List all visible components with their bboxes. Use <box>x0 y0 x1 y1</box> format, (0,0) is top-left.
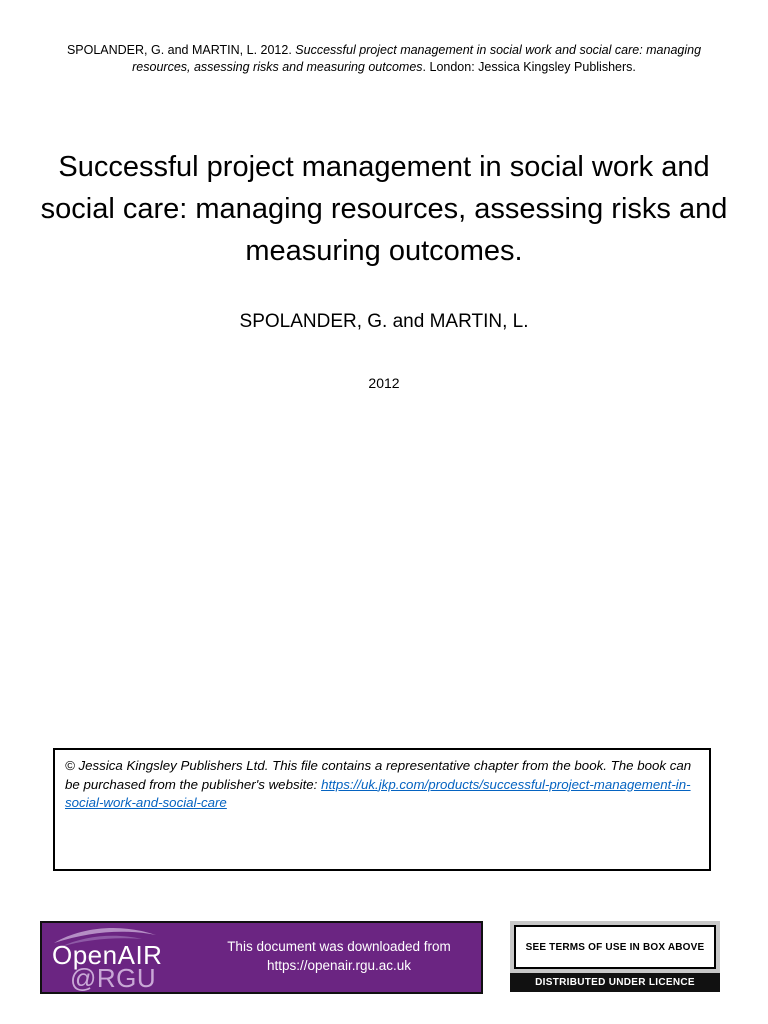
download-notice-url: https://openair.rgu.ac.uk <box>266 958 412 973</box>
copyright-notice-box <box>53 748 711 871</box>
logo-text-rgu: @RGU <box>70 963 157 993</box>
logo-text-openair: OpenAIR <box>52 940 163 970</box>
terms-of-use-label: SEE TERMS OF USE IN BOX ABOVE <box>514 925 716 969</box>
copyright-text: © Jessica Kingsley Publishers Ltd. This file contains a representative chapter from the book. The book can be purchased from the publisher's website: <box>65 758 692 792</box>
citation-book-title: Successful project management in social work and social care: managing resources, assessing risks and measuring outcomes <box>132 43 702 74</box>
citation-publisher: . London: Jessica Kingsley Publishers. <box>422 60 636 74</box>
copyright-notice <box>65 757 699 813</box>
openair-banner <box>40 921 483 994</box>
download-notice <box>204 937 474 975</box>
document-title: Successful project management in social work and social care: managing resources, assessing risks and measuring outcomes. <box>40 151 728 267</box>
document-year: 2012 <box>368 375 400 391</box>
citation-header <box>40 42 728 76</box>
citation-authors-year: SPOLANDER, G. and MARTIN, L. 2012. <box>66 43 296 57</box>
openair-logo <box>46 925 196 991</box>
publisher-link[interactable]: https://uk.jkp.com/products/successful-project-management-in-social-work-and-social-care <box>65 776 691 810</box>
document-authors: SPOLANDER, G. and MARTIN, L. <box>239 311 529 332</box>
download-notice-line1: This document was downloaded from <box>227 939 451 954</box>
terms-of-use-panel <box>510 921 720 992</box>
licence-bar: DISTRIBUTED UNDER LICENCE <box>510 973 720 992</box>
